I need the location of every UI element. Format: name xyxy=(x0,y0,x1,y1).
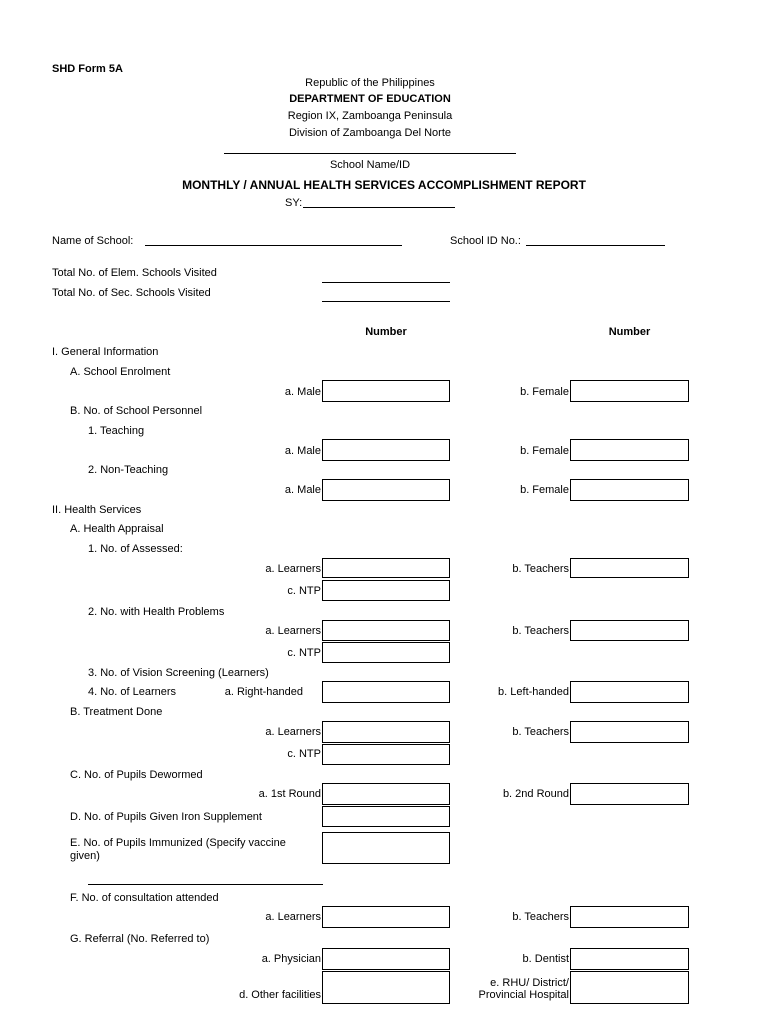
treatment-teachers-label: b. Teachers xyxy=(512,726,569,738)
referral-physician-label: a. Physician xyxy=(261,953,321,965)
treatment-title: B. Treatment Done xyxy=(70,706,163,718)
nonteaching-female-input[interactable] xyxy=(570,479,689,501)
assessed-ntp-input[interactable] xyxy=(322,580,450,601)
dewormed-round2-label: b. 2nd Round xyxy=(502,788,569,800)
treatment-ntp-label: c. NTP xyxy=(287,748,321,760)
referral-dentist-input[interactable] xyxy=(570,948,689,970)
school-id-label: School ID No.: xyxy=(450,235,521,247)
number-header-right: Number xyxy=(608,326,651,338)
teaching-female-input[interactable] xyxy=(570,439,689,461)
nonteaching-male-input[interactable] xyxy=(322,479,450,501)
consultation-teachers-input[interactable] xyxy=(570,906,689,928)
right-handed-input[interactable] xyxy=(322,681,450,703)
appraisal-title: A. Health Appraisal xyxy=(70,523,164,535)
school-name-id-label: School Name/ID xyxy=(329,159,411,171)
referral-other-input[interactable] xyxy=(322,971,450,1004)
immunized-title-line2: given) xyxy=(70,850,100,862)
teaching-label: 1. Teaching xyxy=(88,425,145,437)
treatment-ntp-input[interactable] xyxy=(322,744,450,765)
problems-learners-input[interactable] xyxy=(322,620,450,641)
enrolment-female-label: b. Female xyxy=(520,386,569,398)
referral-other-label: d. Other facilities xyxy=(239,989,321,1001)
assessed-learners-label: a. Learners xyxy=(265,563,321,575)
enrolment-male-input[interactable] xyxy=(322,380,450,402)
problems-learners-label: a. Learners xyxy=(265,625,321,637)
section-health-services: II. Health Services xyxy=(52,504,142,516)
vaccine-specify-line[interactable] xyxy=(88,884,323,885)
referral-physician-input[interactable] xyxy=(322,948,450,970)
page-title: MONTHLY / ANNUAL HEALTH SERVICES ACCOMPLISHMENT REPORT xyxy=(182,178,586,192)
consultation-learners-input[interactable] xyxy=(322,906,450,928)
elem-visited-field[interactable] xyxy=(322,282,450,283)
right-handed-label: a. Right-handed xyxy=(224,686,303,698)
vision-label: 3. No. of Vision Screening (Learners) xyxy=(88,667,269,679)
left-handed-label: b. Left-handed xyxy=(498,686,569,698)
consultation-teachers-label: b. Teachers xyxy=(512,911,569,923)
problems-teachers-label: b. Teachers xyxy=(512,625,569,637)
assessed-teachers-input[interactable] xyxy=(570,558,689,578)
problems-teachers-input[interactable] xyxy=(570,620,689,641)
enrolment-title: A. School Enrolment xyxy=(70,366,171,378)
referral-dentist-label: b. Dentist xyxy=(522,953,569,965)
assessed-label: 1. No. of Assessed: xyxy=(88,543,183,555)
school-name-field[interactable] xyxy=(145,245,402,246)
enrolment-female-input[interactable] xyxy=(570,380,689,402)
school-name-label: Name of School: xyxy=(52,235,134,247)
elem-visited-label: Total No. of Elem. Schools Visited xyxy=(52,267,217,279)
consultation-learners-label: a. Learners xyxy=(265,911,321,923)
referral-rhu-input[interactable] xyxy=(570,971,689,1004)
nonteaching-female-label: b. Female xyxy=(520,484,569,496)
treatment-teachers-input[interactable] xyxy=(570,721,689,743)
sy-field[interactable] xyxy=(303,207,455,208)
school-name-line[interactable] xyxy=(224,153,516,154)
learners4-label: 4. No. of Learners xyxy=(88,686,177,698)
problems-ntp-label: c. NTP xyxy=(287,647,321,659)
dewormed-round1-label: a. 1st Round xyxy=(258,788,321,800)
personnel-title: B. No. of School Personnel xyxy=(70,405,203,417)
sec-visited-field[interactable] xyxy=(322,301,450,302)
dewormed-round2-input[interactable] xyxy=(570,783,689,805)
left-handed-input[interactable] xyxy=(570,681,689,703)
sy-label: SY: xyxy=(285,197,303,209)
teaching-male-label: a. Male xyxy=(284,445,321,457)
dewormed-title: C. No. of Pupils Dewormed xyxy=(70,769,203,781)
assessed-ntp-label: c. NTP xyxy=(287,585,321,597)
republic-text: Republic of the Philippines xyxy=(305,77,435,89)
section-general-info: I. General Information xyxy=(52,346,159,358)
department-text: DEPARTMENT OF EDUCATION xyxy=(289,93,451,105)
region-text: Region IX, Zamboanga Peninsula xyxy=(287,110,453,122)
nonteaching-label: 2. Non-Teaching xyxy=(88,464,169,476)
form-code: SHD Form 5A xyxy=(52,63,123,75)
treatment-learners-label: a. Learners xyxy=(265,726,321,738)
treatment-learners-input[interactable] xyxy=(322,721,450,743)
referral-rhu-label-line1: e. RHU/ District/ xyxy=(490,977,569,989)
immunized-input[interactable] xyxy=(322,832,450,864)
enrolment-male-label: a. Male xyxy=(284,386,321,398)
referral-rhu-label-line2: Provincial Hospital xyxy=(478,989,569,1001)
dewormed-round1-input[interactable] xyxy=(322,783,450,805)
referral-title: G. Referral (No. Referred to) xyxy=(70,933,210,945)
problems-label: 2. No. with Health Problems xyxy=(88,606,225,618)
teaching-female-label: b. Female xyxy=(520,445,569,457)
assessed-teachers-label: b. Teachers xyxy=(512,563,569,575)
school-id-field[interactable] xyxy=(526,245,665,246)
problems-ntp-input[interactable] xyxy=(322,642,450,663)
division-text: Division of Zamboanga Del Norte xyxy=(288,127,452,139)
consultation-title: F. No. of consultation attended xyxy=(70,892,219,904)
nonteaching-male-label: a. Male xyxy=(284,484,321,496)
teaching-male-input[interactable] xyxy=(322,439,450,461)
assessed-learners-input[interactable] xyxy=(322,558,450,578)
iron-title: D. No. of Pupils Given Iron Supplement xyxy=(70,811,262,823)
immunized-title-line1: E. No. of Pupils Immunized (Specify vaccine xyxy=(70,837,286,849)
sec-visited-label: Total No. of Sec. Schools Visited xyxy=(52,287,211,299)
iron-input[interactable] xyxy=(322,806,450,827)
number-header-left: Number xyxy=(365,326,407,338)
